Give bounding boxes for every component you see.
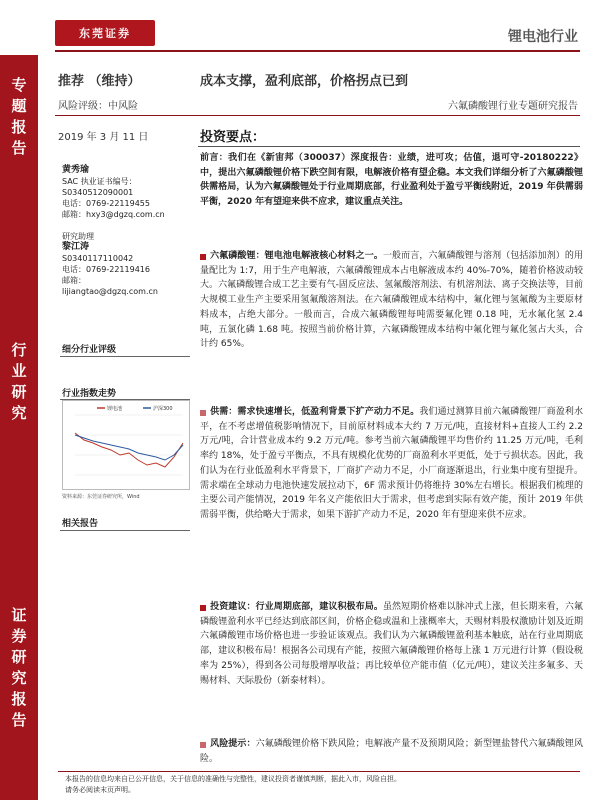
sidebar-label-bottom: 证 券 研 究 报 告	[11, 606, 27, 729]
paragraph-investment-body: 虽然短期价格难以脉冲式上涨，但长期来看，六氟磷酸锂盈利水平已经达到底部区间，价格企稳或温和上涨概率大，天赐材料股权激励计划及近期六氟磷酸锂市场价格也进一步验证该观点。我们认为六氟磷酸锂盈利基本触底，站在行业周期底部，建议积极布局！根据各公司现有产能，按照六氟磷酸锂价格每上涨 1 万元进行计算（假设税率为 25%），得到各公司每股增厚收益；再比较单位产能市值（亿元/吨），建议关注多氟多、天赐材料、天际股份（新泰材料）。	[200, 602, 583, 686]
analyst-1-email[interactable]: 邮箱：hxy3@dgzq.com.cn	[62, 210, 165, 219]
footer-line-1: 本报告的信息均来自已公开信息，关于信息的准确性与完整性，建议投资者谨慎判断，据此入市，风险自担。	[65, 775, 401, 783]
paragraph-material-lead: 六氟磷酸锂：锂电池电解液核心材料之一。	[210, 251, 383, 261]
report-subtitle: 六氟磷酸锂行业专题研究报告	[448, 101, 578, 112]
analyst-1-name: 黄秀瑜	[62, 165, 90, 175]
paragraph-risk-body: 六氟磷酸锂价格下跌风险；电解液产量不及预期风险；新型锂盐替代六氟磷酸锂风险。	[200, 739, 583, 764]
analyst-1-phone: 电话：0769-22119455	[62, 199, 150, 208]
related-reports-divider	[60, 530, 190, 531]
chart-source: 资料来源：东莞证券研究所，Wind	[62, 494, 140, 500]
paragraph-supply-demand-body: 我们通过测算目前六氟磷酸锂厂商盈利水平，在不考虑增值税影响情况下，目前原材料成本大约 7 万元/吨，直接材料+直接人工约 2.2 万元/吨，合计营业成本约 9.2 万元/吨。参考当前六氟磷酸锂平均售价约 11.25 万元/吨，毛利率约 18%，处于盈亏平衡点，不具有规模化优势的厂商盈利水平更低，处于亏损状态。因此，我们认为在行业低盈利水平背景下，厂商扩产动力不足，小厂商逐渐退出，行业集中度有望提升。需求端在全球动力电池快速发展拉动下，6F 需求预计仍将维持 30%左右增长。根据我们梳理的主要公司产能情况，2019 年名义产能依旧大于需求，但考虑到实际有效产能，预计 2019 年供需弱平衡，供给略大于需求，如果下游扩产动力不足，2020 年有望迎来供不应求。	[200, 407, 583, 520]
analyst-2-phone: 电话：0769-22119416	[62, 265, 150, 274]
analyst-2-cert: S0340117110042	[62, 254, 134, 263]
index-trend-title: 行业指数走势	[62, 389, 117, 399]
paragraph-investment	[200, 600, 583, 688]
paragraph-investment-lead: 投资建议：行业周期底部，建议积极布局。	[210, 602, 383, 612]
related-reports-title: 相关报告	[62, 519, 99, 529]
intro-paragraph: 前言：我们在《新宙邦（300037）深度报告：业绩，进可攻；估值，退可守-20180222》中，提出六氟磷酸锂价格下跌空间有限，电解液价格有望企稳。本文我们详细分析了六氟磷酸锂供需格局，认为六氟磷酸锂处于行业周期底部，行业盈利处于盈亏平衡线附近，2019 年供需弱平衡，2020 年有望迎来供不应求，建议重点关注。	[200, 153, 583, 208]
sidebar-label-mid: 行 业 研 究	[11, 341, 27, 422]
analyst-2-name: 黎江涛	[62, 242, 90, 252]
series-line-0	[75, 433, 183, 467]
legend-label: 沪深300	[153, 406, 173, 412]
key-points-heading: 投资要点：	[200, 130, 266, 145]
footer-divider	[58, 771, 580, 772]
index-trend-chart	[62, 400, 190, 490]
analyst-2-email-label: 邮箱：	[62, 276, 86, 285]
analyst-info	[62, 165, 192, 297]
paragraph-supply-demand	[200, 405, 583, 523]
sub-industry-rating-title: 细分行业评级	[62, 345, 117, 355]
index-trend-svg	[63, 401, 191, 491]
analyst-1-cert: S0340512090001	[62, 188, 134, 197]
paragraph-supply-demand-lead: 供需：需求快速增长，低盈利背景下扩产动力不足。	[210, 407, 420, 417]
paragraph-material	[200, 249, 583, 352]
analyst-1-cert-label: SAC 执业证书编号：	[62, 177, 137, 186]
meta-divider	[55, 115, 580, 116]
industry-label: 锂电池行业	[508, 29, 578, 45]
paragraph-risk	[200, 737, 583, 766]
sidebar-label-top: 专 题 报 告	[11, 76, 27, 157]
header-divider	[55, 50, 580, 52]
company-logo: 东莞证券	[55, 20, 155, 46]
report-title: 成本支撑，盈利底部，价格拐点已到	[200, 74, 409, 89]
legend-label: 锂电池	[107, 406, 123, 412]
series-line-1	[75, 435, 183, 460]
report-date: 2019 年 3 月 11 日	[58, 132, 149, 143]
key-points-divider	[198, 146, 580, 147]
analyst-2-email[interactable]: lijiangtao@dgzq.com.cn	[62, 287, 158, 296]
risk-rating: 风险评级：中风险	[58, 101, 138, 112]
footer-line-2: 请务必阅读末页声明。	[65, 786, 135, 794]
sub-industry-rating-divider	[60, 356, 190, 357]
analyst-2-role: 研究助理	[62, 232, 94, 241]
paragraph-risk-lead: 风险提示：	[210, 739, 256, 749]
rating: 推荐 （维持）	[58, 74, 141, 89]
footer-disclaimer	[65, 774, 585, 796]
paragraph-material-body: 一般而言，六氟磷酸锂与溶剂（包括添加剂）的用量配比为 1:7，用于生产电解液，六氟磷酸锂成本占电解液成本约 40%-70%，随着价格波动较大。六氟磷酸锂合成工艺主要有气-固反应法、氢氟酸溶剂法、有机溶剂法、离子交换法等，目前大规模工业生产主要采用氢氟酸溶剂法。在六氟磷酸锂成本结构中，氟化锂与氢氟酸为主要原材料成本，占绝大部分。一般而言，合成六氟磷酸锂每吨需要氟化锂 0.18 吨，无水氟化氢 2.4 吨，五氯化磷 1.68 吨。按照当前价格计算，六氟磷酸锂成本结构中氟化锂与氟化氢占大头，合计约 65%。	[200, 251, 583, 350]
